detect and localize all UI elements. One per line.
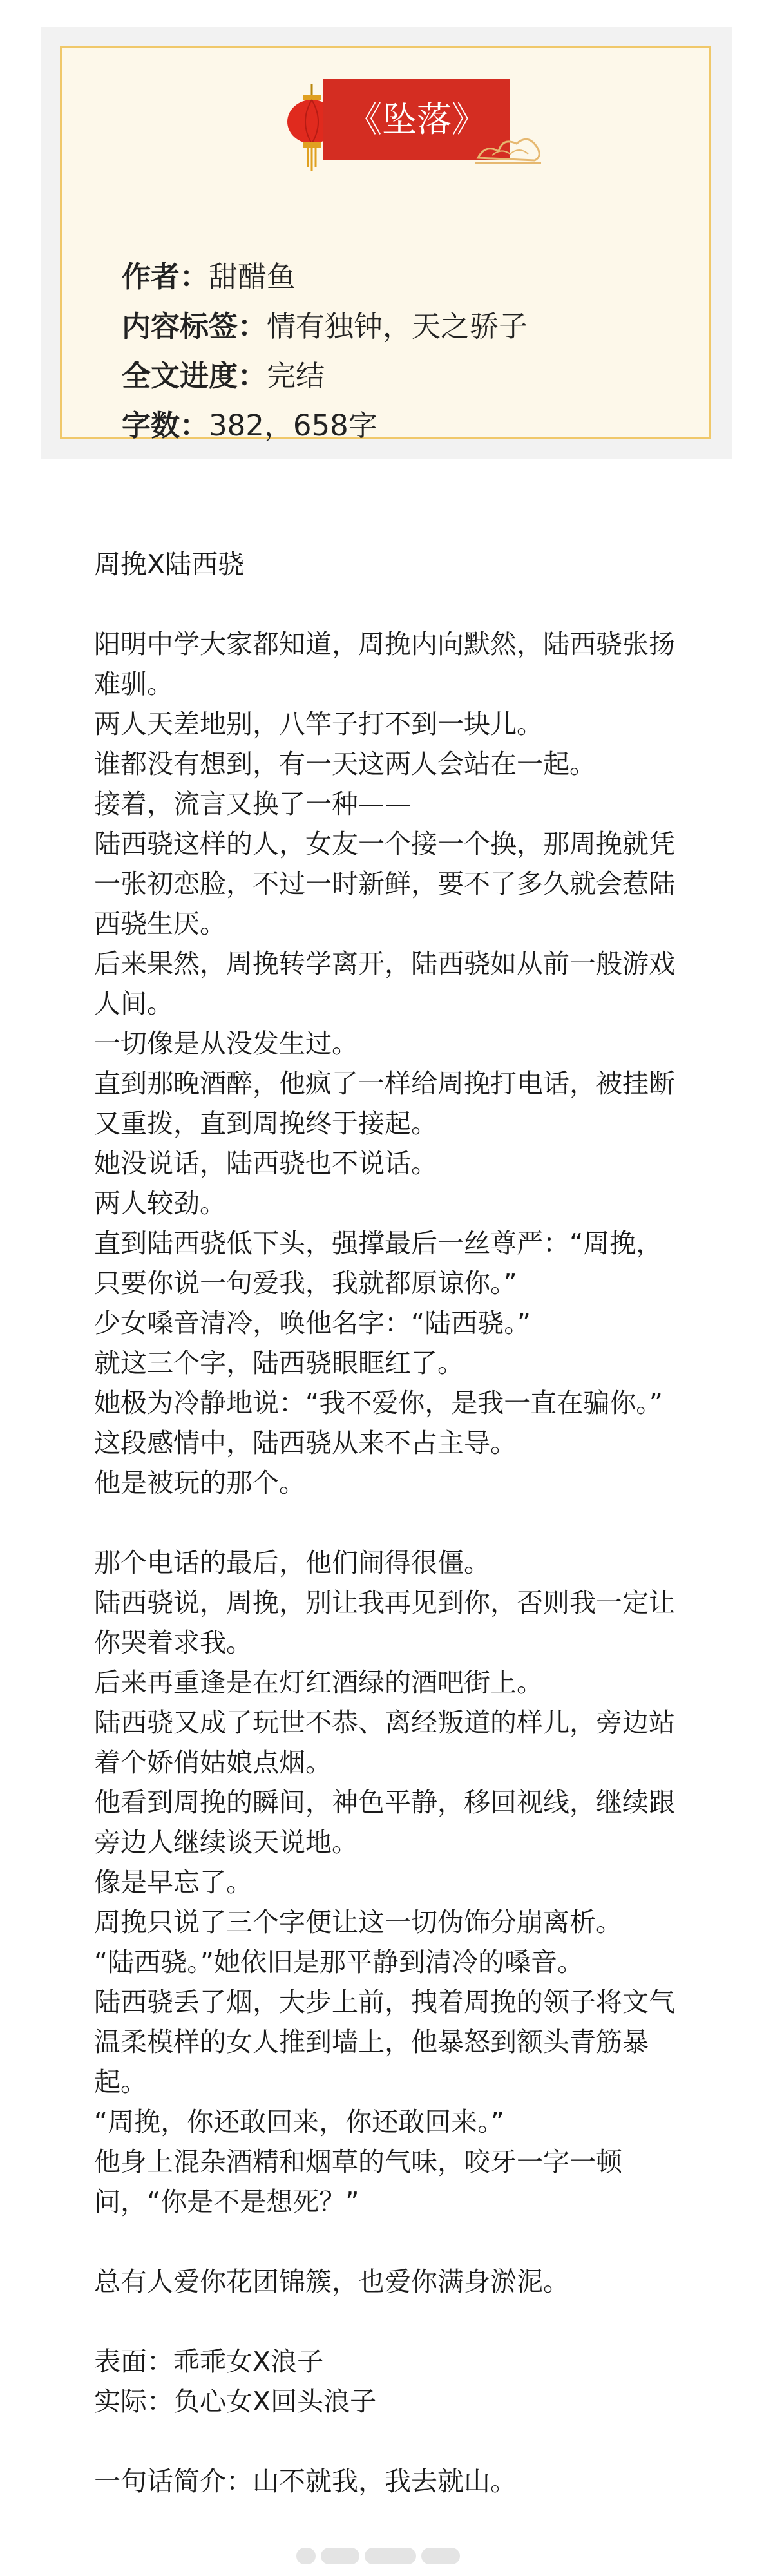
synopsis-line: 后来再重逢是在灯红酒绿的酒吧街上。 [94,1667,543,1698]
synopsis-line: 阳明中学大家都知道，周挽内向默然，陆西骁张扬难驯。 [94,629,675,700]
synopsis-line: 直到陆西骁低下头，强撑最后一丝尊严：“周挽，只要你说一句爱我，我就都原谅你。” [94,1228,663,1299]
watermark [296,2548,477,2567]
synopsis-line: 像是早忘了。 [94,1867,253,1898]
synopsis-line: 周挽X陆西骁 [94,549,245,580]
synopsis-line: 他身上混杂酒精和烟草的气味，咬牙一字一顿问，“你是不是想死？” [94,2146,622,2217]
paragraph-gap [94,2421,680,2461]
paragraph-gap [94,2302,680,2342]
meta-wordcount [122,406,377,445]
meta-tags-value: 情有独钟，天之骄子 [267,309,528,343]
synopsis-line: 周挽只说了三个字便让这一切伪饰分崩离析。 [94,1907,622,1938]
synopsis-line: 他看到周挽的瞬间，神色平静，移回视线，继续跟旁边人继续谈天说地。 [94,1787,675,1858]
paragraph-gap [94,1503,680,1543]
meta-author-value: 甜醋鱼 [209,260,296,294]
synopsis-line: 陆西骁丢了烟，大步上前，拽着周挽的领子将文气温柔模样的女人推到墙上，他暴怒到额头青筋暴起。 [94,1987,675,2097]
synopsis-line: 实际：负心女X回头浪子 [94,2386,377,2417]
synopsis-line: 直到那晚酒醉，他疯了一样给周挽打电话，被挂断又重拨，直到周挽终于接起。 [94,1068,675,1139]
meta-progress-label: 全文进度： [122,359,267,393]
synopsis-line: 后来果然，周挽转学离开，陆西骁如从前一般游戏人间。 [94,948,675,1019]
paragraph-gap [94,2222,680,2262]
synopsis-line: 陆西骁又成了玩世不恭、离经叛道的样儿，旁边站着个娇俏姑娘点烟。 [94,1707,675,1778]
meta-wordcount-value: 382，658字 [209,408,377,443]
synopsis-line: 少女嗓音清冷，唤他名字：“陆西骁。” [94,1308,531,1339]
meta-tags-label: 内容标签： [122,309,267,343]
synopsis-line: 一句话简介：山不就我，我去就山。 [94,2466,517,2497]
synopsis-line: 一切像是从没发生过。 [94,1028,358,1059]
synopsis-line: 陆西骁说，周挽，别让我再见到你，否则我一定让你哭着求我。 [94,1587,675,1658]
synopsis-line: 总有人爱你花团锦簇，也爱你满身淤泥。 [94,2266,569,2297]
synopsis-line: 谁都没有想到，有一天这两人会站在一起。 [94,749,596,779]
meta-progress-value: 完结 [267,359,325,393]
title-banner [280,79,541,173]
synopsis-line: 表面：乖乖女X浪子 [94,2346,324,2377]
synopsis-line: 陆西骁这样的人，女友一个接一个换，那周挽就凭一张初恋脸，不过一时新鲜，要不了多久就会惹陆西骁生厌。 [94,828,675,939]
paragraph-gap [94,584,680,624]
synopsis-line: 这段感情中，陆西骁从来不占主导。 [94,1427,517,1458]
synopsis-line: 两人较劲。 [94,1188,226,1219]
synopsis-text [94,544,680,2501]
synopsis-line: 她极为冷静地说：“我不爱你，是我一直在骗你。” [94,1388,663,1418]
book-info-card [60,46,711,443]
book-title: 《坠落》 [323,79,510,160]
meta-progress [122,357,325,396]
meta-wordcount-label: 字数： [122,408,209,443]
meta-author [122,258,296,296]
synopsis-line: “周挽，你还敢回来，你还敢回来。” [94,2106,504,2137]
synopsis-line: 两人天差地别，八竿子打不到一块儿。 [94,709,543,739]
synopsis-line: 接着，流言又换了一种—— [94,788,411,819]
synopsis-line: “陆西骁。”她依旧是那平静到清冷的嗓音。 [94,1947,584,1978]
meta-author-label: 作者： [122,260,209,294]
book-info-card-wrapper [41,27,732,459]
auspicious-cloud-icon [473,124,544,169]
synopsis-line: 她没说话，陆西骁也不说话。 [94,1148,437,1179]
synopsis-line: 那个电话的最后，他们闹得很僵。 [94,1547,490,1578]
meta-tags [122,307,528,346]
synopsis-line: 就这三个字，陆西骁眼眶红了。 [94,1348,464,1379]
synopsis-line: 他是被玩的那个。 [94,1467,305,1498]
